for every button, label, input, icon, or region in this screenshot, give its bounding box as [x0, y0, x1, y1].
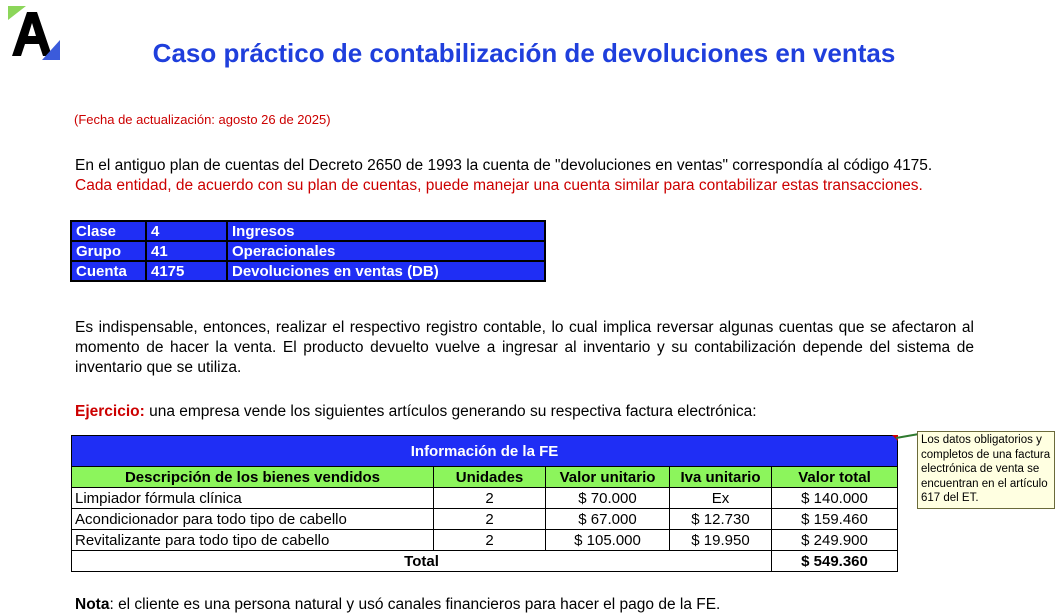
item-unit-vat: $ 19.950: [670, 530, 772, 551]
column-header-row: [72, 467, 898, 488]
column-header: Unidades: [434, 467, 546, 488]
item-unit-vat: $ 12.730: [670, 509, 772, 530]
item-unit-value: $ 105.000: [546, 530, 670, 551]
item-unit-value: $ 67.000: [546, 509, 670, 530]
item-total: $ 159.460: [772, 509, 898, 530]
item-unit-vat: Ex: [670, 488, 772, 509]
group-name: Operacionales: [227, 241, 545, 261]
item-units: 2: [434, 509, 546, 530]
table-row: [71, 261, 545, 281]
column-header: Valor total: [772, 467, 898, 488]
intro-paragraph: [75, 156, 974, 196]
exercise-text: una empresa vende los siguientes artículos generando su respectiva factura electrónica:: [144, 403, 757, 420]
table-row: [71, 241, 545, 261]
cell-comment: Los datos obligatorios y completos de una factura electrónica de venta se encuentran en el artículo 617 del ET.: [917, 431, 1055, 509]
item-description: Limpiador fórmula clínica: [72, 488, 434, 509]
table-row: [72, 509, 898, 530]
item-total: $ 140.000: [772, 488, 898, 509]
exercise-label: Ejercicio:: [75, 403, 145, 420]
total-row: [72, 551, 898, 572]
invoice-title: Información de la FE: [72, 436, 898, 467]
page-title: Caso práctico de contabilización de devoluciones en ventas: [152, 38, 896, 68]
note-text: : el cliente es una persona natural y usó canales financieros para hacer el pago de la FE.: [109, 596, 721, 613]
item-description: Acondicionador para todo tipo de cabello: [72, 509, 434, 530]
class-label: Clase: [71, 221, 146, 241]
group-code: 41: [146, 241, 227, 261]
group-label: Grupo: [71, 241, 146, 261]
total-label: Total: [72, 551, 772, 572]
column-header: Descripción de los bienes vendidos: [72, 467, 434, 488]
account-label: Cuenta: [71, 261, 146, 281]
item-units: 2: [434, 530, 546, 551]
invoice-table: [71, 435, 898, 572]
table-row: [72, 530, 898, 551]
class-code: 4: [146, 221, 227, 241]
note-paragraph: [75, 596, 720, 614]
table-row: [72, 488, 898, 509]
intro-line-2: Cada entidad, de acuerdo con su plan de cuentas, puede manejar una cuenta similar para contabilizar estas transacciones.: [75, 177, 923, 194]
account-classification-table: [70, 220, 546, 282]
explanation-paragraph: Es indispensable, entonces, realizar el respectivo registro contable, lo cual implica reversar algunas cuentas que se afectaron al momento de hacer la venta. El producto devuelto vuelve a ingresar al inventario y su contabilización depende del sistema de inventario que se utiliza.: [75, 319, 974, 376]
total-value: $ 549.360: [772, 551, 898, 572]
item-total: $ 249.900: [772, 530, 898, 551]
column-header: Valor unitario: [546, 467, 670, 488]
exercise-paragraph: [75, 402, 974, 422]
column-header: Iva unitario: [670, 467, 772, 488]
account-name: Devoluciones en ventas (DB): [227, 261, 545, 281]
note-label: Nota: [75, 596, 110, 613]
update-date: (Fecha de actualización: agosto 26 de 2025): [74, 112, 331, 127]
account-code: 4175: [146, 261, 227, 281]
item-description: Revitalizante para todo tipo de cabello: [72, 530, 434, 551]
item-units: 2: [434, 488, 546, 509]
intro-line-1: En el antiguo plan de cuentas del Decreto 2650 de 1993 la cuenta de "devoluciones en ventas" correspondía al código 4175.: [75, 157, 933, 174]
table-row: [71, 221, 545, 241]
invoice-title-row: [72, 436, 898, 467]
item-unit-value: $ 70.000: [546, 488, 670, 509]
class-name: Ingresos: [227, 221, 545, 241]
